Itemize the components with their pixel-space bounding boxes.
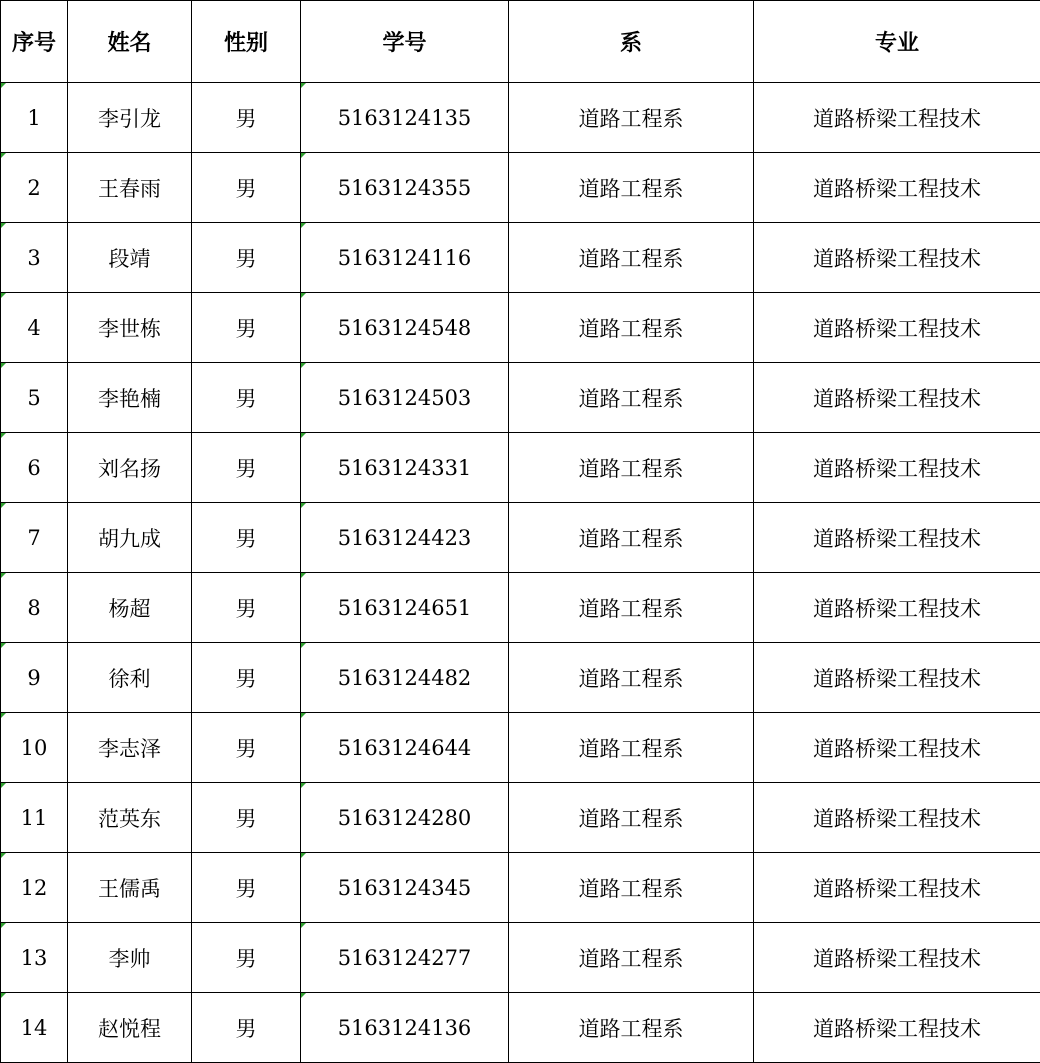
table-row: [1, 923, 1040, 993]
header-row: [1, 1, 1040, 83]
cell-department: 道路工程系: [509, 713, 754, 783]
cell-no: 7: [1, 503, 68, 573]
cell-student-id: 5163124548: [301, 293, 509, 363]
cell-department: 道路工程系: [509, 363, 754, 433]
cell-gender: 男: [192, 713, 301, 783]
cell-name: 李艳楠: [68, 363, 192, 433]
cell-no: 11: [1, 783, 68, 853]
cell-student-id: 5163124331: [301, 433, 509, 503]
table-row: [1, 223, 1040, 293]
header-cell-gender: 性别: [192, 1, 301, 83]
cell-department: 道路工程系: [509, 293, 754, 363]
cell-name: 刘名扬: [68, 433, 192, 503]
cell-gender: 男: [192, 853, 301, 923]
cell-gender: 男: [192, 503, 301, 573]
cell-name: 王春雨: [68, 153, 192, 223]
cell-no: 14: [1, 993, 68, 1063]
cell-no: 4: [1, 293, 68, 363]
cell-student-id: 5163124355: [301, 153, 509, 223]
cell-gender: 男: [192, 363, 301, 433]
cell-department: 道路工程系: [509, 783, 754, 853]
cell-department: 道路工程系: [509, 573, 754, 643]
cell-gender: 男: [192, 293, 301, 363]
cell-student-id: 5163124503: [301, 363, 509, 433]
cell-department: 道路工程系: [509, 223, 754, 293]
cell-no: 10: [1, 713, 68, 783]
table-row: [1, 153, 1040, 223]
cell-name: 李引龙: [68, 83, 192, 153]
cell-student-id: 5163124277: [301, 923, 509, 993]
header-cell-student-id: 学号: [301, 1, 509, 83]
cell-no: 13: [1, 923, 68, 993]
cell-major: 道路桥梁工程技术: [754, 223, 1040, 293]
cell-student-id: 5163124135: [301, 83, 509, 153]
cell-department: 道路工程系: [509, 643, 754, 713]
cell-major: 道路桥梁工程技术: [754, 923, 1040, 993]
cell-major: 道路桥梁工程技术: [754, 83, 1040, 153]
cell-student-id: 5163124482: [301, 643, 509, 713]
cell-gender: 男: [192, 573, 301, 643]
cell-student-id: 5163124651: [301, 573, 509, 643]
roster-body: [1, 83, 1040, 1063]
cell-major: 道路桥梁工程技术: [754, 503, 1040, 573]
cell-no: 6: [1, 433, 68, 503]
header-cell-name: 姓名: [68, 1, 192, 83]
header-cell-major: 专业: [754, 1, 1040, 83]
table-row: [1, 433, 1040, 503]
cell-major: 道路桥梁工程技术: [754, 573, 1040, 643]
cell-name: 杨超: [68, 573, 192, 643]
cell-student-id: 5163124136: [301, 993, 509, 1063]
header-cell-department: 系: [509, 1, 754, 83]
cell-department: 道路工程系: [509, 153, 754, 223]
cell-name: 李世栋: [68, 293, 192, 363]
cell-gender: 男: [192, 223, 301, 293]
cell-department: 道路工程系: [509, 503, 754, 573]
table-row: [1, 573, 1040, 643]
cell-gender: 男: [192, 643, 301, 713]
cell-department: 道路工程系: [509, 993, 754, 1063]
table-row: [1, 643, 1040, 713]
cell-gender: 男: [192, 783, 301, 853]
cell-name: 王儒禹: [68, 853, 192, 923]
table-row: [1, 293, 1040, 363]
cell-department: 道路工程系: [509, 853, 754, 923]
cell-major: 道路桥梁工程技术: [754, 153, 1040, 223]
cell-name: 李志泽: [68, 713, 192, 783]
cell-gender: 男: [192, 83, 301, 153]
table-row: [1, 783, 1040, 853]
cell-student-id: 5163124280: [301, 783, 509, 853]
table-row: [1, 363, 1040, 433]
cell-name: 范英东: [68, 783, 192, 853]
cell-name: 胡九成: [68, 503, 192, 573]
cell-major: 道路桥梁工程技术: [754, 293, 1040, 363]
table-row: [1, 503, 1040, 573]
cell-major: 道路桥梁工程技术: [754, 853, 1040, 923]
cell-name: 赵悦程: [68, 993, 192, 1063]
cell-major: 道路桥梁工程技术: [754, 713, 1040, 783]
cell-gender: 男: [192, 993, 301, 1063]
cell-no: 5: [1, 363, 68, 433]
cell-no: 3: [1, 223, 68, 293]
table-row: [1, 853, 1040, 923]
cell-no: 8: [1, 573, 68, 643]
cell-department: 道路工程系: [509, 83, 754, 153]
cell-no: 1: [1, 83, 68, 153]
cell-student-id: 5163124423: [301, 503, 509, 573]
cell-major: 道路桥梁工程技术: [754, 363, 1040, 433]
cell-major: 道路桥梁工程技术: [754, 643, 1040, 713]
cell-no: 12: [1, 853, 68, 923]
cell-major: 道路桥梁工程技术: [754, 783, 1040, 853]
table-row: [1, 83, 1040, 153]
table-row: [1, 993, 1040, 1063]
table-row: [1, 713, 1040, 783]
cell-gender: 男: [192, 433, 301, 503]
cell-student-id: 5163124345: [301, 853, 509, 923]
cell-no: 2: [1, 153, 68, 223]
cell-major: 道路桥梁工程技术: [754, 993, 1040, 1063]
header-cell-no: 序号: [1, 1, 68, 83]
cell-name: 李帅: [68, 923, 192, 993]
cell-name: 段靖: [68, 223, 192, 293]
cell-student-id: 5163124116: [301, 223, 509, 293]
cell-name: 徐利: [68, 643, 192, 713]
cell-gender: 男: [192, 153, 301, 223]
cell-gender: 男: [192, 923, 301, 993]
cell-student-id: 5163124644: [301, 713, 509, 783]
cell-department: 道路工程系: [509, 923, 754, 993]
cell-major: 道路桥梁工程技术: [754, 433, 1040, 503]
cell-no: 9: [1, 643, 68, 713]
cell-department: 道路工程系: [509, 433, 754, 503]
